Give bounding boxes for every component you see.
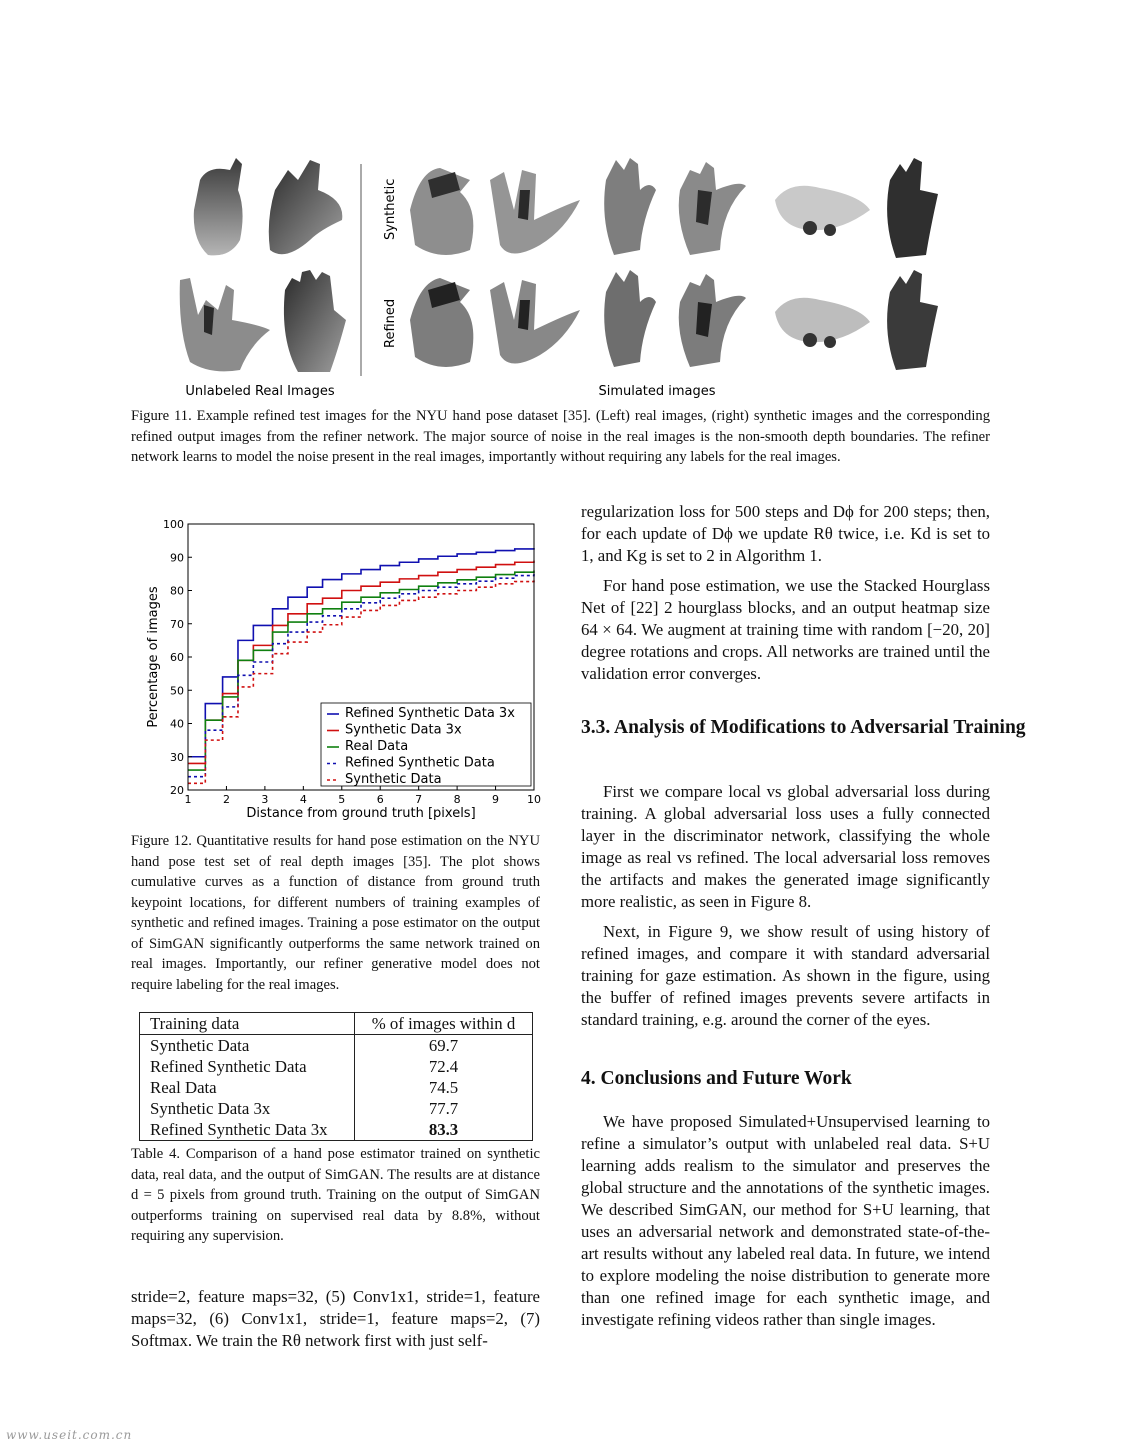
table-4-caption: Table 4. Comparison of a hand pose estimator trained on synthetic data, real data, and the output of SimGAN. The results are at distance d = 5 pixels from ground truth. Training on the output of SimGAN outperforms training on supervised real data by 8.8%, without requiring any supervision. [131,1146,540,1244]
legend-entry: Refined Synthetic Data 3x [345,706,515,721]
table-4 [139,1012,533,1141]
row-label-refined: Refined [383,298,398,348]
table-header-percent [355,1013,533,1035]
y-tick-label: 100 [163,518,184,531]
legend-entry: Refined Synthetic Data [345,755,495,771]
y-tick-label: 20 [170,784,184,797]
table-cell-data: Synthetic Data [140,1035,355,1057]
x-tick-label: 10 [527,793,541,806]
table-cell-data: Real Data [140,1077,355,1098]
x-tick-label: 6 [376,793,384,806]
right-paragraph-4: Next, in Figure 9, we show result of using history of refined images, and compare it with standard adversarial training for gaze estimation. As shown in the figure, using the buffer of refined images prevents severe artifacts in standard training, e.g. around the corner of the eyes. [581,922,990,1029]
real-hand-image-3 [180,278,270,371]
legend-entry: Synthetic Data 3x [345,722,462,738]
hand-pose-cumulative-chart [140,512,550,826]
table-cell-data: Refined Synthetic Data 3x [140,1119,355,1141]
table-cell-value: 77.7 [355,1098,533,1119]
section-4-text [581,1111,990,1339]
left-group-label: Unlabeled Real Images [185,384,335,399]
section-3-3-heading-text: 3.3. Analysis of Modifications to Adversarial Training [581,717,1026,738]
real-hand-image-4 [284,270,346,372]
x-tick-label: 9 [492,793,500,806]
legend-entry: Real Data [345,739,409,754]
x-axis-label: Distance from ground truth [pixels] [246,806,476,821]
y-tick-label: 50 [170,684,184,698]
table-row [140,1035,533,1057]
y-tick-label: 70 [170,617,184,631]
y-tick-label: 80 [170,584,184,598]
real-hand-image-1 [194,158,243,255]
figure-12-chart [140,512,550,826]
y-tick-label: 40 [170,717,184,731]
right-paragraph-2: For hand pose estimation, we use the Stacked Hourglass Net of [22] 2 hourglass blocks, and an output heatmap size 64 × 64. We augment at training time with random [−20, 20] degree rotations and crops. All networks are trained until the validation error converges. [581,576,990,683]
table-row [140,1098,533,1119]
x-tick-label: 2 [222,793,230,806]
legend-entry: Synthetic Data [345,772,442,787]
x-tick-label: 3 [261,793,269,806]
table-row [140,1056,533,1077]
x-tick-label: 5 [338,793,346,806]
table-cell-value: 72.4 [355,1056,533,1077]
table-cell-value: 74.5 [355,1077,533,1098]
watermark: www.useit.com.cn [6,1428,133,1442]
x-tick-label: 4 [299,793,307,806]
section-3-3-heading [581,717,1035,739]
row-label-synthetic: Synthetic [383,178,398,240]
section-4-heading: 4. Conclusions and Future Work [581,1068,852,1089]
table-header-percent-text: % of images within d [371,1013,516,1033]
y-tick-label: 90 [170,551,184,565]
section-3-3-text [581,781,990,1039]
figure-12-caption: Figure 12. Quantitative results for hand pose estimation on the NYU hand pose test set of real depth images [35]. The plot shows cumulative curves as a function of distance from ground truth keypoint locations, for different numbers of training examples of synthetic and refined images. Training a pose estimator on the output of SimGAN significantly outperforms the same network trained on real images. Importantly, our refiner generative model does not require labeling for the real images. [131,833,540,993]
table-cell-data: Synthetic Data 3x [140,1098,355,1119]
right-column-text [581,501,990,693]
y-tick-label: 30 [170,750,184,764]
refined-hand-images [410,270,938,370]
y-tick-label: 60 [170,651,184,664]
table-header-training-data: Training data [140,1013,355,1035]
x-tick-label: 1 [184,793,192,806]
left-column-text [131,1286,540,1360]
table-cell-value-best: 83.3 [355,1119,533,1141]
right-paragraph-3: First we compare local vs global adversarial loss during training. A global adversarial loss uses a fully connected layer in the discriminator network, classifying the whole image as real vs refined. The local adversarial loss removes the artifacts and makes the generated image significantly more realistic, as seen in Figure 8. [581,782,990,911]
synthetic-hand-images [410,158,938,258]
table-cell-data: Refined Synthetic Data [140,1056,355,1077]
right-paragraph-1: regularization loss for 500 steps and Dϕ for 200 steps; then, for each update of Dϕ we update Rθ twice, i.e. Kd is set to 1, and Kg is set to 2 in Algorithm 1. [581,502,990,565]
table-row [140,1077,533,1098]
results-table [139,1012,533,1141]
x-tick-label: 7 [415,793,423,806]
figure-11-caption: Figure 11. Example refined test images for the NYU hand pose dataset [35]. (Left) real images, (right) synthetic images and the corresponding refined output images from the refiner network. The major source of noise in the real images is the non-smooth depth boundaries. The refiner network learns to model the noise present in the real images, importantly without requiring any labels for the real images. [131,408,990,465]
left-paragraph: stride=2, feature maps=32, (5) Conv1x1, stride=1, feature maps=32, (6) Conv1x1, stride=1, feature maps=2, (7) Softmax. We train the Rθ network first with just self- [131,1287,540,1350]
right-group-label: Simulated images [598,384,716,399]
table-row [140,1119,533,1141]
y-axis-label: Percentage of images [146,586,161,728]
x-tick-label: 8 [453,793,461,806]
figure-11 [170,150,960,402]
table-cell-value: 69.7 [355,1035,533,1057]
figure-11-images [170,150,960,402]
real-hand-image-2 [269,160,343,254]
table-header-row [140,1013,533,1035]
right-paragraph-5: We have proposed Simulated+Unsupervised learning to refine a simulator’s output with unlabeled real data. S+U learning adds realism to the simulator and preserves the global structure and the annotations of the synthetic images. We described SimGAN, our method for S+U learning, that uses an adversarial network and demonstrated state-of-the-art results without any labeled real data. In future, we intend to explore modeling the noise distribution to generate more than one refined image for each synthetic image, and investigate refining videos rather than single images. [581,1112,990,1329]
